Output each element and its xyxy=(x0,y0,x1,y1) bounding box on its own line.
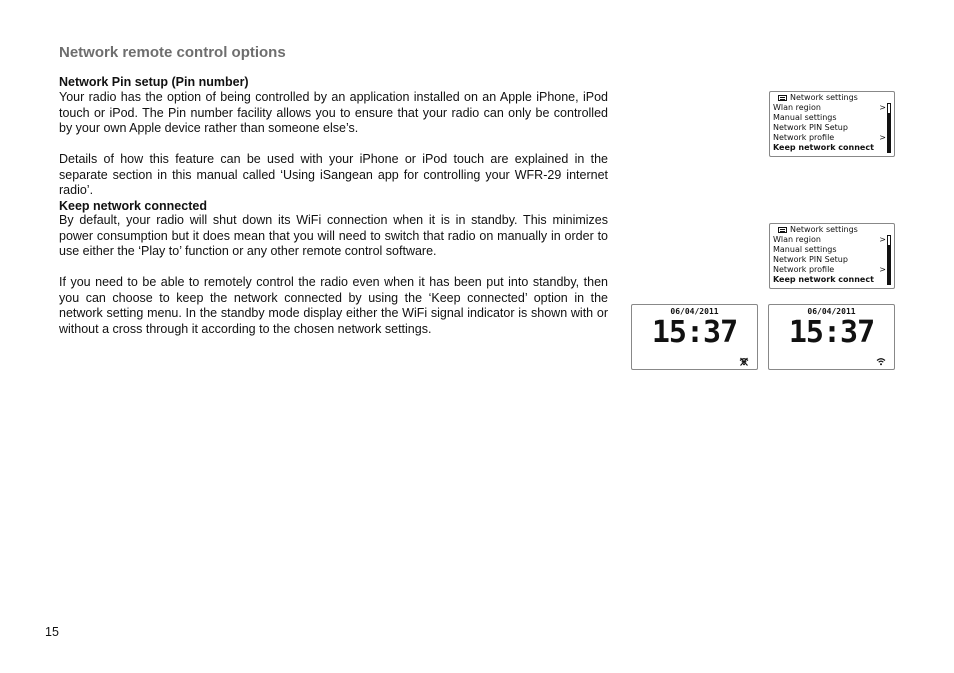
menu-title-text: Network settings xyxy=(790,93,858,102)
standby-clock-screen-disconnected xyxy=(631,304,758,370)
page-number: 15 xyxy=(45,625,59,639)
menu-item-network-profile[interactable] xyxy=(773,133,886,143)
menu-item-label: Keep network connect xyxy=(773,143,874,152)
scrollbar-thumb xyxy=(888,113,890,152)
menu-item-keep-network-connect[interactable] xyxy=(773,275,886,285)
clock-date: 06/04/2011 xyxy=(670,307,719,316)
menu-title xyxy=(778,93,888,103)
wifi-signal-icon xyxy=(876,357,886,366)
menu-item-wlan-region[interactable] xyxy=(773,103,886,113)
clock-time: 15:37 xyxy=(788,315,875,350)
paragraph-pin-intro: Your radio has the option of being controlled by an application installed on an Apple iPhone, iPod touch or iPod. The Pin number facility allows you to ensure that your radio can only be controlled by your own Apple device rather than someone else’s. xyxy=(59,90,608,136)
scrollbar xyxy=(887,103,891,153)
standby-clock-screen-connected xyxy=(768,304,895,370)
menu-item-label: Network profile xyxy=(773,265,835,274)
menu-item-label: Network profile xyxy=(773,133,835,142)
menu-list xyxy=(773,103,886,153)
chevron-right-icon: > xyxy=(879,235,886,244)
paragraph-keep-connected: If you need to be able to remotely control the radio even when it has been put into standby, then you can choose to keep the network connected by using the ‘Keep connected’ option in the network setting menu. In the standby mode display either the WiFi signal indicator is shown with or without a cross through it according to the chosen network settings. xyxy=(59,275,608,336)
menu-item-label: Wlan region xyxy=(773,235,821,244)
clock-time: 15:37 xyxy=(651,315,738,350)
menu-item-label: Network PIN Setup xyxy=(773,123,848,132)
menu-item-keep-network-connect[interactable] xyxy=(773,143,886,153)
chevron-right-icon: > xyxy=(879,265,886,274)
menu-item-label: Wlan region xyxy=(773,103,821,112)
menu-icon xyxy=(778,227,787,233)
clock-date: 06/04/2011 xyxy=(807,307,856,316)
wifi-crossed-icon xyxy=(739,357,749,366)
section-heading-keep-connected: Keep network connected xyxy=(59,199,207,213)
chevron-right-icon: > xyxy=(879,103,886,112)
paragraph-standby-default: By default, your radio will shut down its WiFi connection when it is in standby. This minimizes power consumption but it does mean that you will need to switch that radio on manually in order to use either the ‘Play to’ function or any other remote control software. xyxy=(59,213,608,259)
network-settings-screen-2 xyxy=(769,223,895,289)
menu-item-label: Keep network connect xyxy=(773,275,874,284)
menu-item-network-pin-setup[interactable] xyxy=(773,255,886,265)
menu-item-label: Manual settings xyxy=(773,113,837,122)
section-heading-pin-setup: Network Pin setup (Pin number) xyxy=(59,75,249,89)
network-settings-screen-1 xyxy=(769,91,895,157)
menu-item-label: Manual settings xyxy=(773,245,837,254)
menu-item-manual-settings[interactable] xyxy=(773,113,886,123)
menu-icon xyxy=(778,95,787,101)
scrollbar xyxy=(887,235,891,285)
menu-list xyxy=(773,235,886,285)
chevron-right-icon: > xyxy=(879,133,886,142)
menu-title xyxy=(778,225,888,235)
scrollbar-thumb xyxy=(888,245,890,284)
paragraph-pin-details: Details of how this feature can be used with your iPhone or iPod touch are explained in the separate section in this manual called ‘Using iSangean app for controlling your WFR-29 internet radio’. xyxy=(59,152,608,198)
menu-item-wlan-region[interactable] xyxy=(773,235,886,245)
menu-item-manual-settings[interactable] xyxy=(773,245,886,255)
menu-item-network-profile[interactable] xyxy=(773,265,886,275)
menu-item-label: Network PIN Setup xyxy=(773,255,848,264)
menu-item-network-pin-setup[interactable] xyxy=(773,123,886,133)
menu-title-text: Network settings xyxy=(790,225,858,234)
page-heading: Network remote control options xyxy=(59,44,286,61)
